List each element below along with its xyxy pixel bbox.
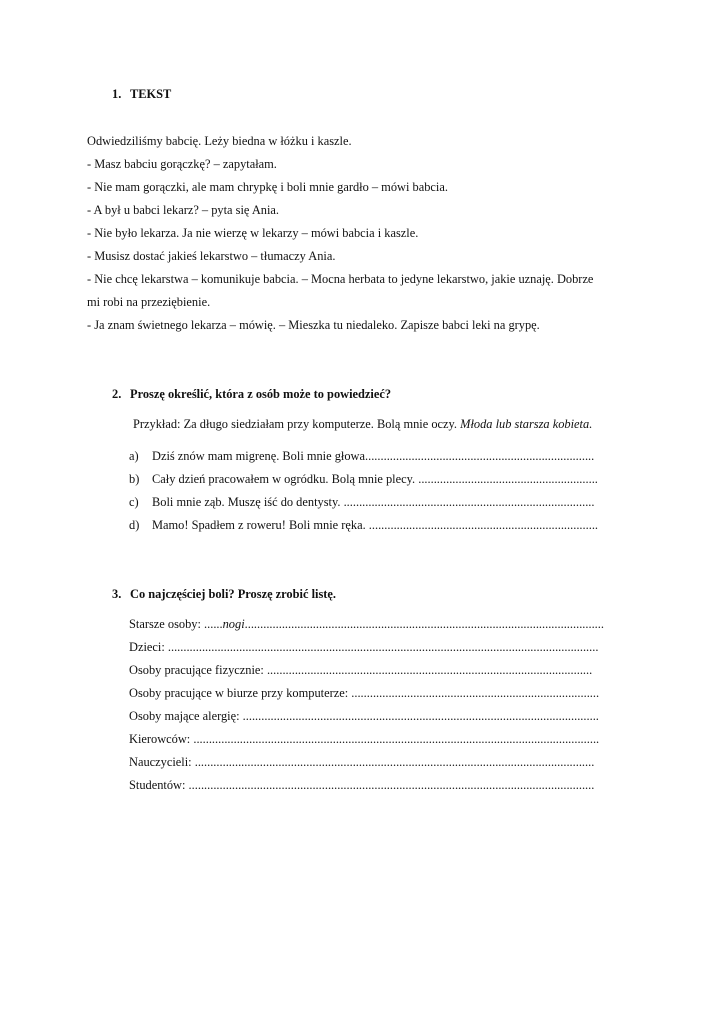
text-line: - Masz babciu gorączkę? – zapytałam. bbox=[87, 157, 277, 171]
answer-blank[interactable]: .......................................................................... bbox=[365, 449, 595, 463]
list-row bbox=[129, 686, 599, 701]
row-label: Kierowców: bbox=[129, 732, 194, 746]
text-line: mi robi na przeziębienie. bbox=[87, 295, 211, 309]
text-line: - Nie chcę lekarstwa – komunikuje babcia. – Mocna herbata to jedyne lekarstwo, jakie uznaję. Dobrze bbox=[87, 272, 594, 286]
answer-blank[interactable]: ................................................................................. bbox=[343, 495, 595, 509]
row-label: Studentów: bbox=[129, 778, 189, 792]
section-3-number: 3. bbox=[112, 587, 122, 601]
item-text: Boli mnie ząb. Muszę iść do dentysty. bbox=[152, 495, 344, 509]
item-letter: a) bbox=[129, 449, 139, 463]
list-row bbox=[129, 709, 599, 724]
answer-blank[interactable]: ................................................................................ bbox=[351, 686, 600, 700]
exercise-item bbox=[152, 518, 598, 533]
example-text: Przykład: Za długo siedziałam przy komputerze. Bolą mnie oczy. bbox=[133, 417, 458, 431]
row-answer: nogi bbox=[222, 617, 245, 631]
list-row bbox=[129, 778, 594, 793]
text-line: - Ja znam świetnego lekarza – mówię. – Mieszka tu niedaleko. Zapisze babci leki na grypę. bbox=[87, 318, 540, 332]
answer-blank[interactable]: ................................................................................................................... bbox=[242, 709, 599, 723]
section-3-title: Co najczęściej boli? Proszę zrobić listę. bbox=[130, 587, 336, 601]
row-label: Osoby pracujące fizycznie: bbox=[129, 663, 267, 677]
text-line: - Nie mam gorączki, ale mam chrypkę i boli mnie gardło – mówi babcia. bbox=[87, 180, 448, 194]
row-label: Osoby pracujące w biurze przy komputerze: bbox=[129, 686, 352, 700]
section-1-number: 1. bbox=[112, 87, 122, 101]
row-label: Starsze osoby: ...... bbox=[129, 617, 223, 631]
section-2-number: 2. bbox=[112, 387, 122, 401]
answer-blank[interactable]: ................................................................................................................................... bbox=[193, 732, 600, 746]
list-row bbox=[129, 663, 592, 678]
answer-blank[interactable]: .......................................................... bbox=[418, 472, 598, 486]
item-letter: c) bbox=[129, 495, 139, 509]
answer-blank[interactable]: ......................................................................................................... bbox=[266, 663, 593, 677]
answer-blank[interactable]: ........................................................................................................................................... bbox=[167, 640, 599, 654]
list-row bbox=[129, 617, 604, 632]
text-line: - Nie było lekarza. Ja nie wierzę w lekarzy – mówi babcia i kaszle. bbox=[87, 226, 419, 240]
text-line: Odwiedziliśmy babcię. Leży biedna w łóżku i kaszle. bbox=[87, 134, 352, 148]
answer-blank[interactable]: ................................................................................................................................. bbox=[194, 755, 595, 769]
exercise-item bbox=[152, 472, 598, 487]
row-label: Dzieci: bbox=[129, 640, 168, 654]
text-line: - A był u babci lekarz? – pyta się Ania. bbox=[87, 203, 279, 217]
list-row bbox=[129, 640, 598, 655]
answer-blank[interactable]: .................................................................................................................... bbox=[244, 617, 604, 631]
item-letter: b) bbox=[129, 472, 140, 486]
item-text: Cały dzień pracowałem w ogródku. Bolą mnie plecy. bbox=[152, 472, 419, 486]
answer-blank[interactable]: ................................................................................................................................... bbox=[188, 778, 595, 792]
section-1-title: TEKST bbox=[130, 87, 172, 101]
text-line: - Musisz dostać jakieś lekarstwo – tłumaczy Ania. bbox=[87, 249, 336, 263]
answer-blank[interactable]: .......................................................................... bbox=[368, 518, 599, 532]
exercise-item bbox=[152, 449, 594, 464]
example bbox=[133, 417, 592, 432]
item-letter: d) bbox=[129, 518, 140, 532]
section-2-title: Proszę określić, która z osób może to powiedzieć? bbox=[130, 387, 392, 401]
item-text: Dziś znów mam migrenę. Boli mnie głowa bbox=[152, 449, 366, 463]
example-answer: Młoda lub starsza kobieta. bbox=[460, 417, 593, 431]
item-text: Mamo! Spadłem z roweru! Boli mnie ręka. bbox=[152, 518, 369, 532]
row-label: Nauczycieli: bbox=[129, 755, 195, 769]
row-label: Osoby mające alergię: bbox=[129, 709, 243, 723]
list-row bbox=[129, 755, 594, 770]
exercise-item bbox=[152, 495, 595, 510]
list-row bbox=[129, 732, 599, 747]
